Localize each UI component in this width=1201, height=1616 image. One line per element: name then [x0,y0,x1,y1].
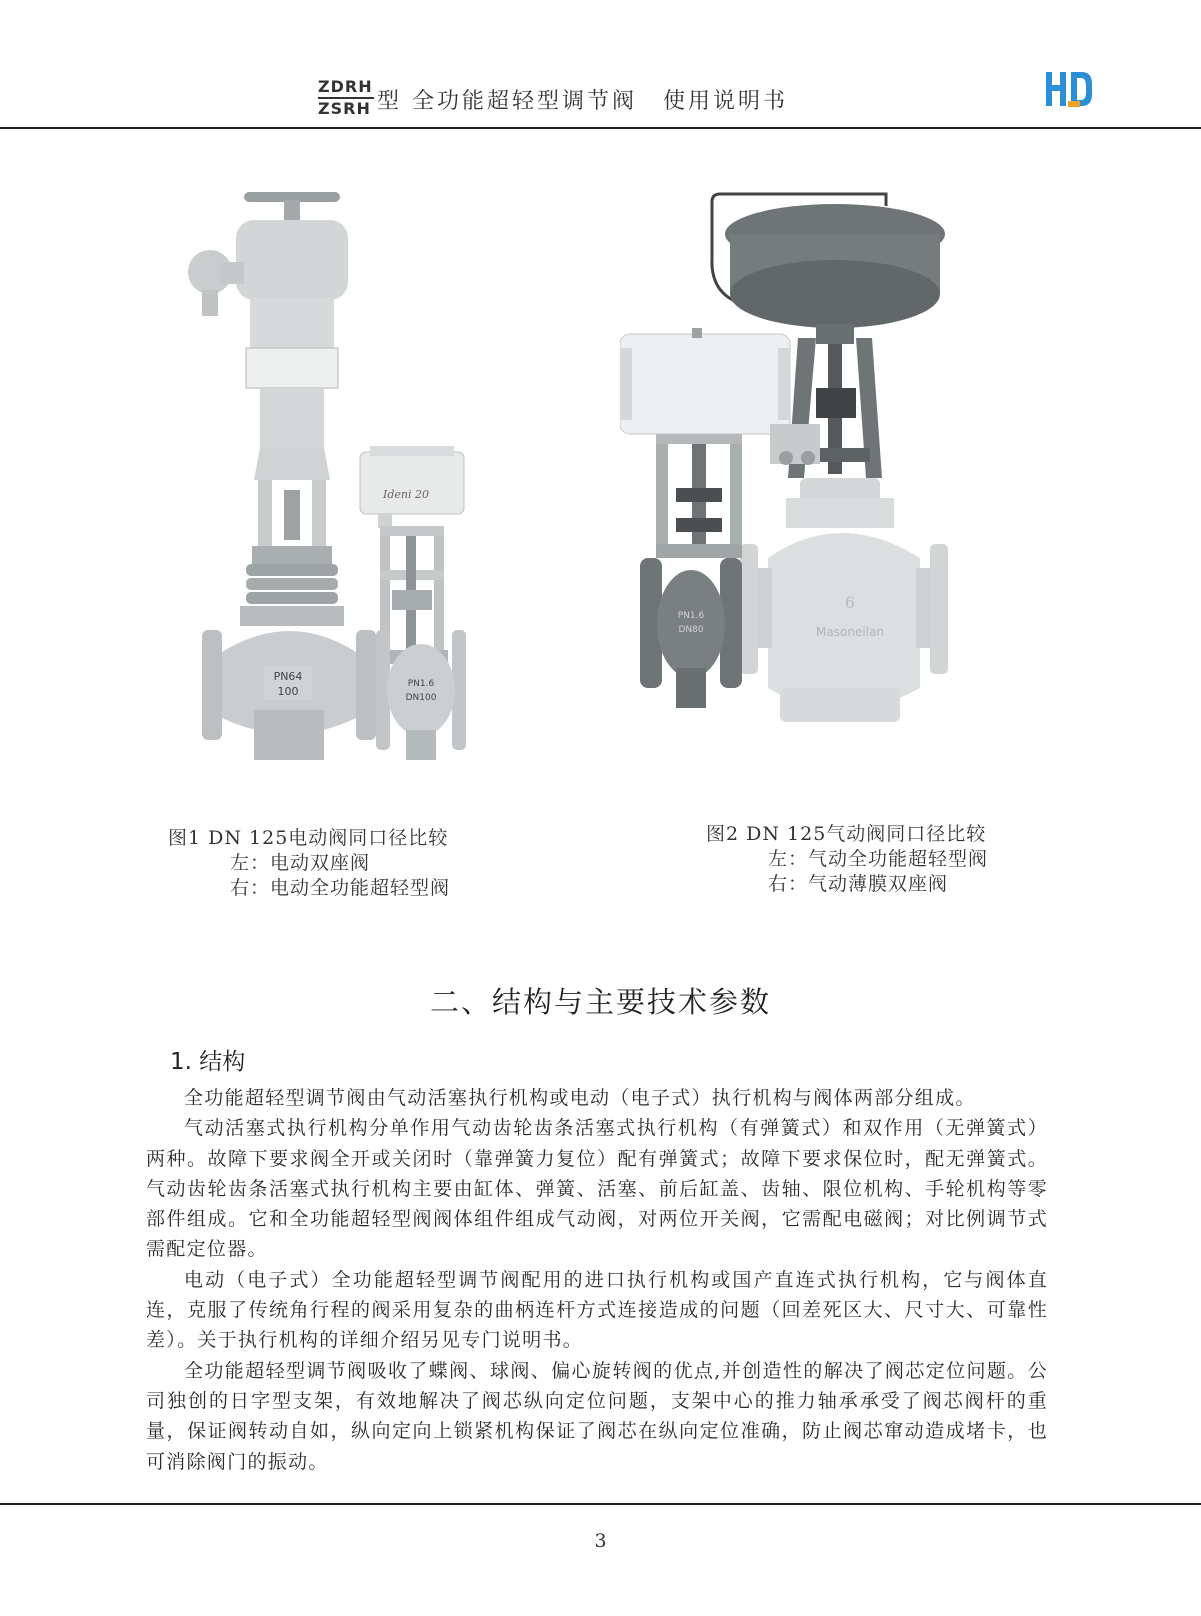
paragraph: 全功能超轻型调节阀由气动活塞执行机构或电动（电子式）执行机构与阀体两部分组成。 [184,1087,976,1109]
figure1-caption-left: 左：电动双座阀 [230,852,371,874]
paragraph: 全功能超轻型调节阀吸收了蝶阀、球阀、偏心旋转阀的优点,并创造性的解决了阀芯定位问题。公司独创的日字型支架，有效地解决了阀芯纵向定位问题，支架中心的推力轴承承受了阀芯阀杆的重量，保证阀转动自如，纵向定向上锁紧机构保证了阀芯在纵向定位准确，防止阀芯窜动造成堵卡，也可消除阀门的振动。 [146,1359,1048,1473]
figure2-caption-title: 图2 DN 125气动阀同口径比较 [706,823,987,845]
figure2-caption [706,822,988,897]
figure1-electric-valves-photo [180,190,480,785]
subsection-heading: 1. 结构 [170,1049,246,1075]
company-logo [1044,70,1094,110]
left-plate-line1: PN1.6 [677,611,705,621]
body-mark: 6 [844,593,856,612]
left-plate-line2: 100 [277,685,299,698]
left-plate-line1: PN64 [273,670,303,683]
document-title-main: 型 全功能超轻型调节阀 [377,89,637,114]
model-codes [318,78,374,118]
pneumatic-diaphragm-double-seat-valve [712,194,948,722]
footer-divider [0,1503,1201,1505]
figure1-caption-right: 右：电动全功能超轻型阀 [230,877,451,899]
figure1-caption [168,826,450,901]
paragraph: 气动活塞式执行机构分单作用气动齿轮齿条活塞式执行机构（有弹簧式）和双作用（无弹簧式）两种。故障下要求阀全开或关闭时（靠弹簧力复位）配有弹簧式；故障下要求保位时，配无弹簧式。气动齿轮齿条活塞式执行机构主要由缸体、弹簧、活塞、前后缸盖、齿轴、限位机构、手轮机构等零部件组成。它和全功能超轻型阀阀体组件组成气动阀，对两位开关阀，它需配电磁阀；对比例调节式需配定位器。 [146,1117,1048,1261]
page-number: 3 [594,1530,607,1552]
right-plate-line1: PN1.6 [407,679,435,689]
paragraph: 电动（电子式）全功能超轻型调节阀配用的进口执行机构或国产直连式执行机构，它与阀体直连，克服了传统角行程的阀采用复杂的曲柄连杆方式连接造成的问题（回差死区大、尺寸大、可靠性差）。关于执行机构的详细介绍另见专门说明书。 [146,1268,1048,1352]
electric-double-seat-valve [188,192,376,760]
header-divider [0,127,1201,129]
left-plate-line2: DN80 [678,625,704,635]
brand-mark: Masoneilan [816,625,884,639]
figure2-caption-left: 左：气动全功能超轻型阀 [768,848,989,870]
figure2-caption-right: 右：气动薄膜双座阀 [768,873,949,895]
section-heading: 二、结构与主要技术参数 [429,985,771,1019]
figure1-caption-title: 图1 DN 125电动阀同口径比较 [168,827,449,849]
figure2-pneumatic-valves-photo [620,188,1010,763]
model-code-zsrh: ZSRH [318,99,371,118]
model-code-zdrh: ZDRH [318,77,373,96]
actuator-label: Ideni 20 [383,488,429,501]
section-body [146,1083,1048,1477]
document-title-sub: 使用说明书 [663,89,789,114]
document-title [377,84,788,115]
right-plate-line2: DN100 [405,693,437,703]
page-header [0,0,1201,130]
